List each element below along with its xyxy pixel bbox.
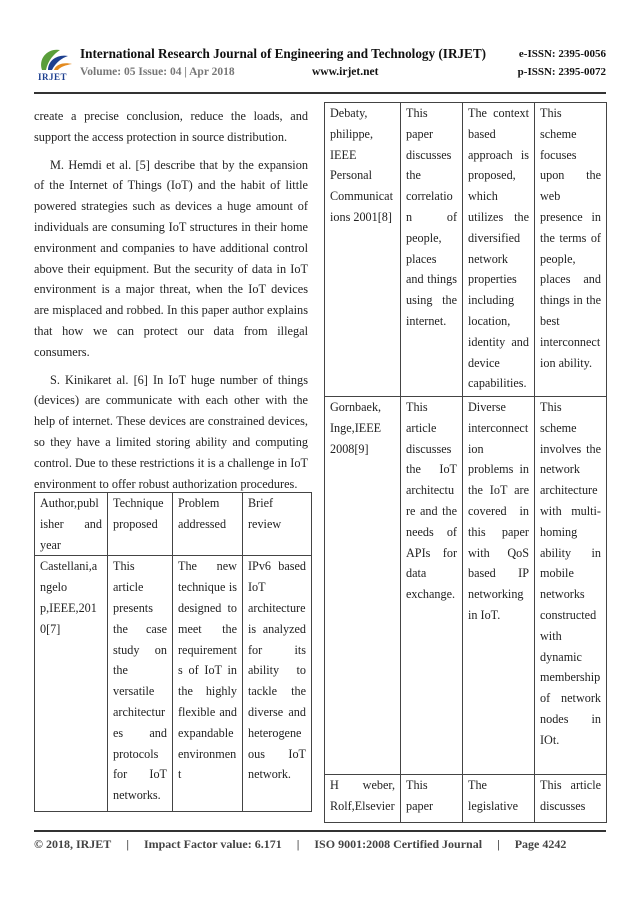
table-row	[325, 397, 607, 775]
website-link[interactable]: www.irjet.net	[312, 66, 379, 78]
table-cell: This article discusses the IoT architecture and the needs of APIs for data exchange.	[401, 397, 463, 775]
table-cell: IPv6 based IoT architecture is analyzed for its ability to tackle the diverse and heterogeneous IoT network.	[243, 556, 312, 812]
footer-copyright: © 2018, IRJET	[34, 837, 112, 851]
table-header-cell: Technique proposed	[108, 493, 173, 556]
table-cell: Diverse interconnection problems in the IoT are covered in this paper with QoS based IP networking in IoT.	[463, 397, 535, 775]
left-column	[34, 106, 308, 501]
table-cell: Debaty, philippe, IEEE Personal Communications 2001[8]	[325, 103, 401, 397]
pissn: p-ISSN: 2395-0072	[517, 66, 606, 78]
irjet-leaf-icon	[34, 44, 76, 74]
footer-impact-factor: Impact Factor value: 6.171	[143, 837, 282, 851]
footer-iso: ISO 9001:2008 Certified Journal	[314, 837, 483, 851]
table-header-row	[35, 493, 312, 556]
paragraph: M. Hemdi et al. [5] describe that by the expansion of the Internet of Things (IoT) and the habit of little powered strategies such as devices a huge amount of individuals are consuming IoT structures in their home environment and companies to have additional control above their equipment. But the security of data in IoT environment is a major threat, when the IoT devices are misplaced and robbed. In this paper author explains that how we can protect our data from illegal consumers.	[34, 157, 308, 359]
table-header-cell: Author,publisher and year	[35, 493, 108, 556]
table-cell: This paper discusses the correlation of people, places and things using the internet.	[401, 103, 463, 397]
irjet-logo	[34, 44, 76, 86]
table-cell: The new technique is designed to meet the requirements of IoT in the highly flexible and expandable environment	[173, 556, 243, 812]
volume-issue: Volume: 05 Issue: 04 | Apr 2018	[80, 66, 235, 78]
review-table-left	[34, 492, 312, 812]
logo-text: IRJET	[38, 72, 68, 82]
table-header-cell: Problem addressed	[173, 493, 243, 556]
table-row	[325, 103, 607, 397]
eissn: e-ISSN: 2395-0056	[518, 48, 606, 60]
review-table-right	[324, 102, 607, 823]
paragraph: S. Kinikaret al. [6] In IoT huge number of things (devices) are communicate with each other with the help of internet. These devices are constrained devices, so they have a limited storing ability and computing control. Due to these restrictions it is a challenge in IoT environment to offer robust authorization procedures.	[34, 372, 308, 491]
table-cell: Gornbaek, Inge,IEEE 2008[9]	[325, 397, 401, 775]
table-cell: The legislative	[463, 775, 535, 823]
table-cell: This article presents the case study on the versatile architectures and protocols for IoT networks.	[108, 556, 173, 812]
table-header-cell: Brief review	[243, 493, 312, 556]
page-footer: © 2018, IRJET | Impact Factor value: 6.171 | ISO 9001:2008 Certified Journal | Page 4242	[34, 837, 567, 851]
table-cell: This paper	[401, 775, 463, 823]
table-cell: Castellani,angelo p,IEEE,2010[7]	[35, 556, 108, 812]
header-rule	[34, 92, 606, 94]
table-cell: H weber, Rolf,Elsevier	[325, 775, 401, 823]
table-cell: This scheme involves the network architecture with multi-homing ability in mobile networks constructed with dynamic membership of network nodes in IOt.	[535, 397, 607, 775]
table-cell: The context based approach is proposed, which utilizes the diversified network properties including location, identity and device capabilities.	[463, 103, 535, 397]
journal-title: International Research Journal of Engineering and Technology (IRJET)	[80, 46, 487, 61]
table-cell: This scheme focuses upon the web presence in the terms of people, places and things in the best interconnection ability.	[535, 103, 607, 397]
page-number: Page 4242	[514, 837, 567, 851]
paragraph: create a precise conclusion, reduce the loads, and support the access protection in source distribution.	[34, 109, 308, 144]
footer-rule	[34, 830, 606, 832]
table-row	[35, 556, 312, 812]
journal-header	[34, 44, 606, 86]
table-row	[325, 775, 607, 823]
table-cell: This article discusses	[535, 775, 607, 823]
